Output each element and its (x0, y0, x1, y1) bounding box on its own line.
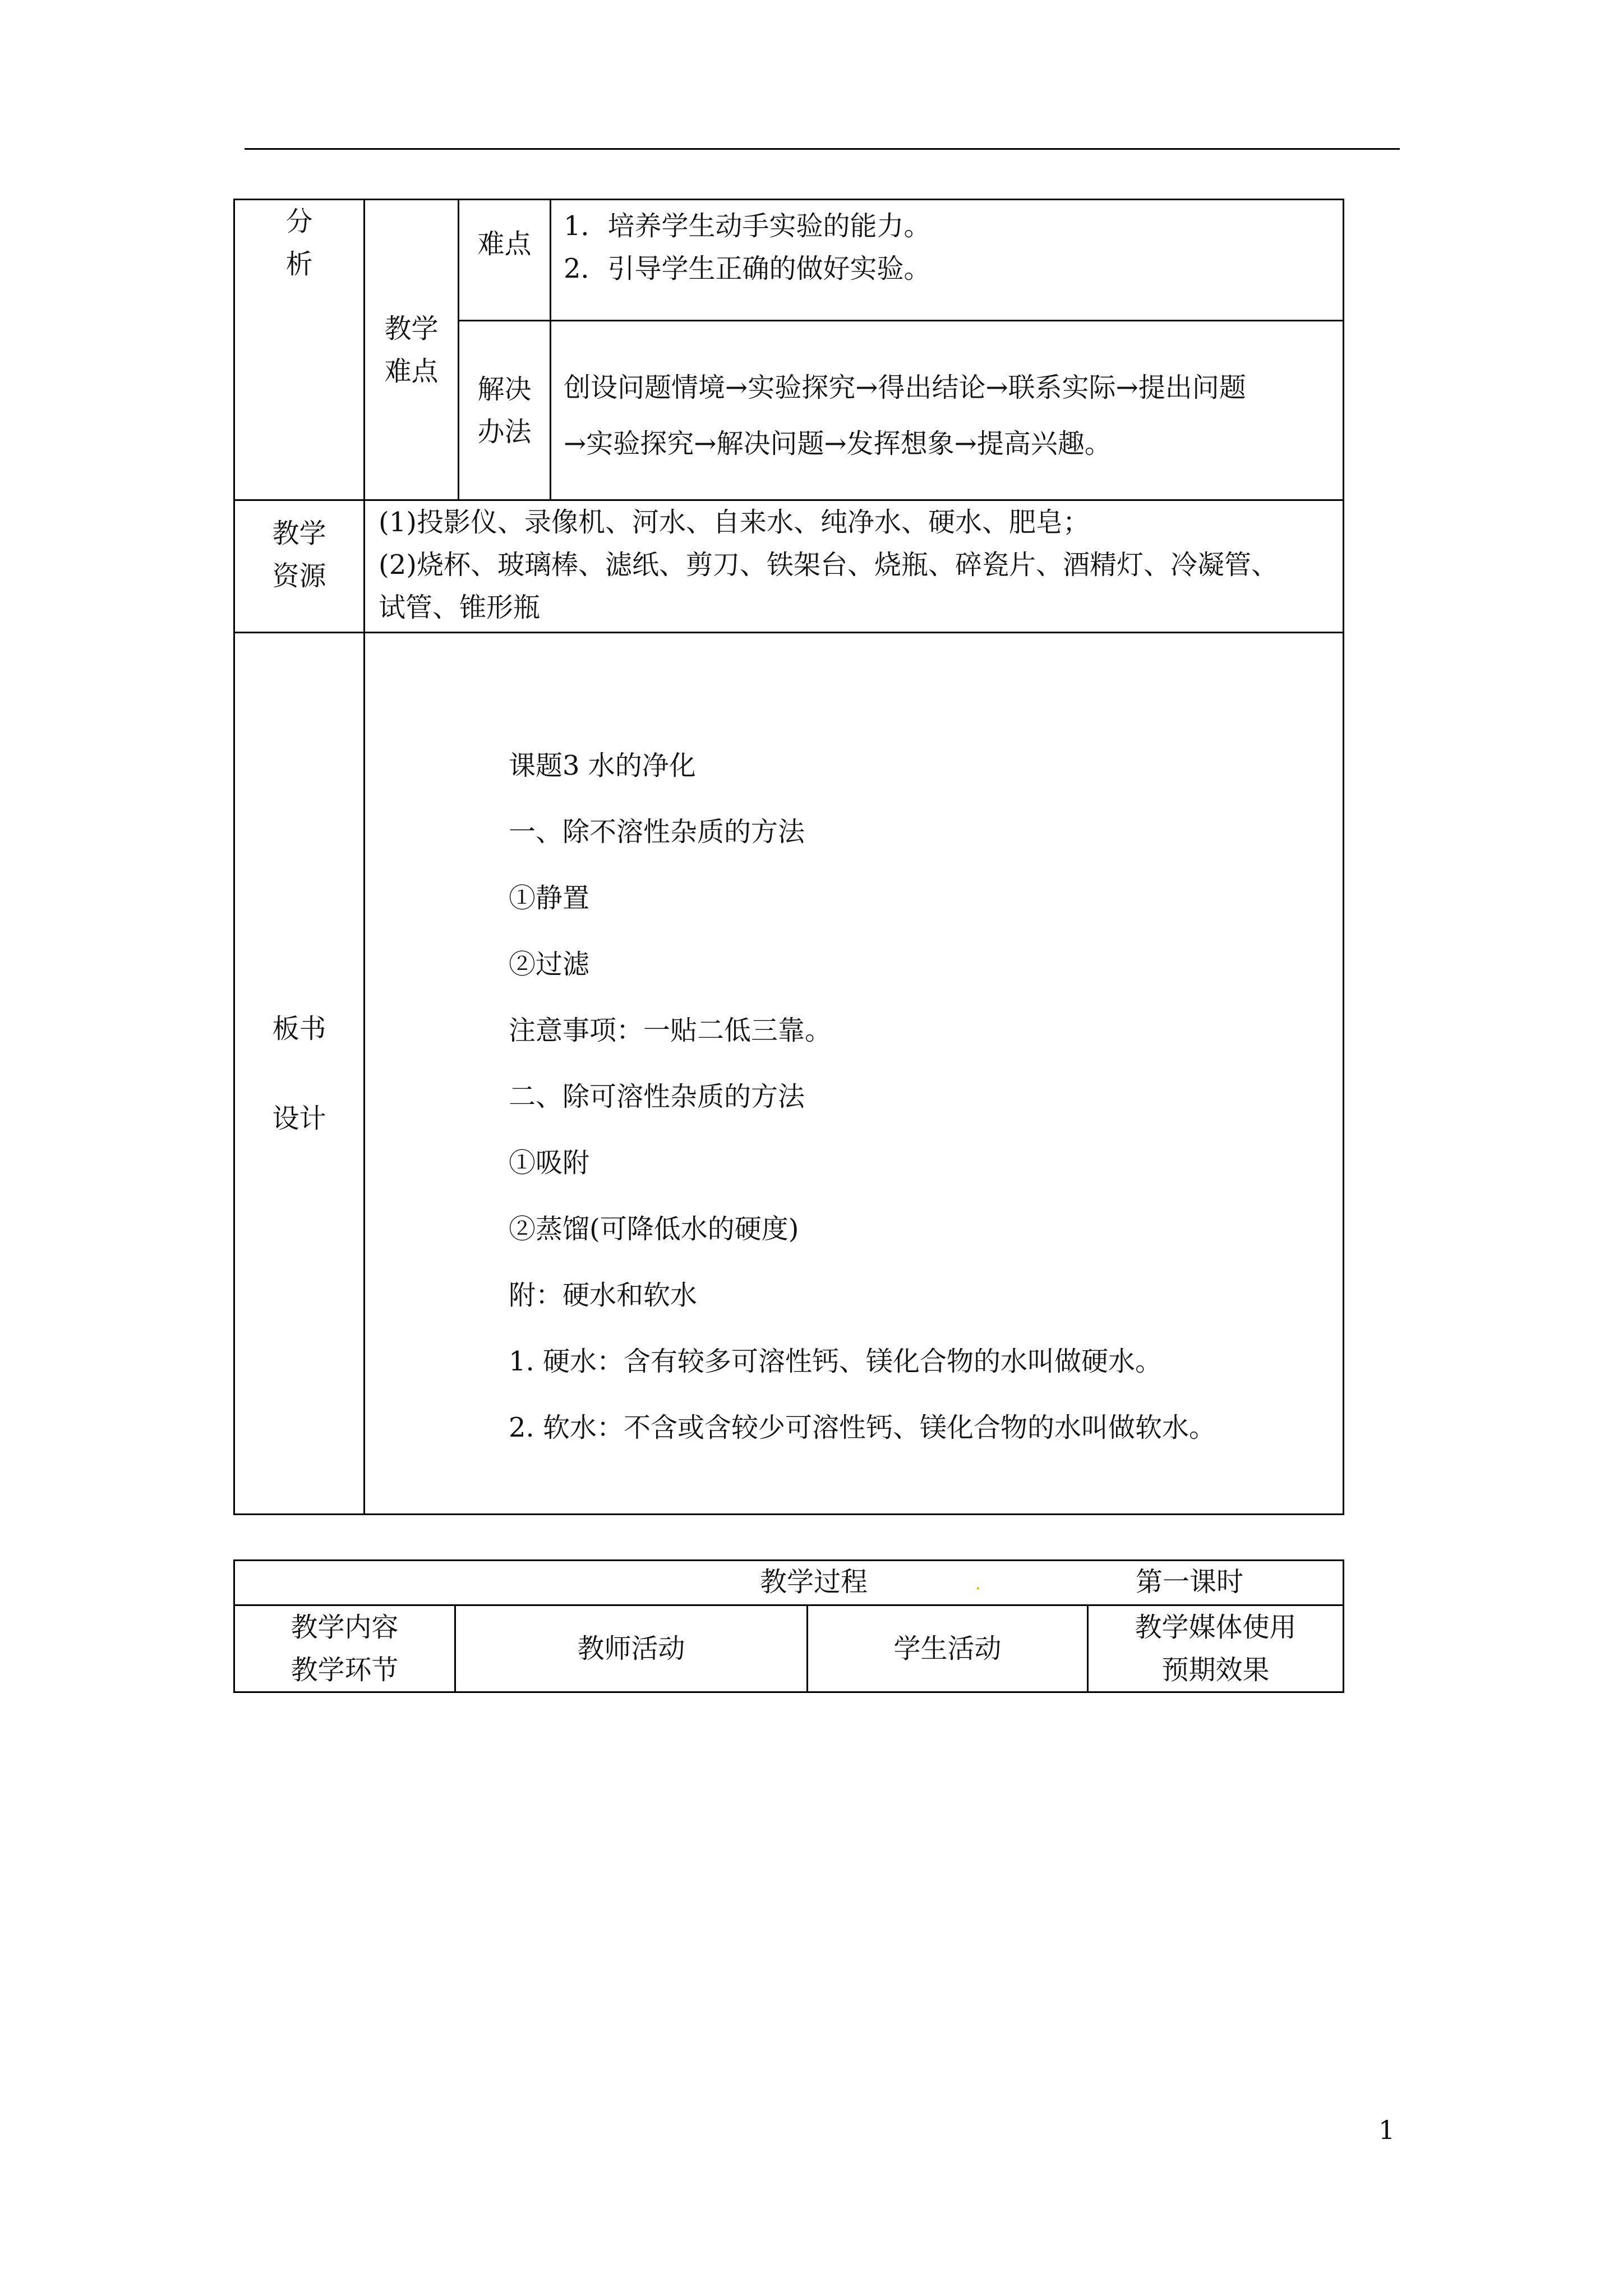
header-teacher-activity: 教师活动 (577, 1633, 685, 1664)
resources-line-1: (1)投影仪、录像机、河水、自来水、纯净水、硬水、肥皂； (379, 507, 1090, 538)
board-line: 课题3 水的净化 (509, 750, 696, 781)
analysis-label-1: 分 (285, 206, 313, 237)
teaching-difficulty-group-cell (365, 200, 459, 500)
solution-line-1: 创设问题情境→实验探究→得出结论→联系实际→提出问题 (564, 372, 1246, 403)
header-content-line-2: 教学环节 (291, 1654, 399, 1686)
process-title-cell (234, 1561, 1344, 1605)
header-content-cell (234, 1605, 455, 1692)
header-media-line-1: 教学媒体使用 (1135, 1612, 1297, 1643)
board-line: 一、除不溶性杂质的方法 (509, 816, 805, 848)
header-media-line-2: 预期效果 (1161, 1654, 1270, 1686)
analysis-label-2: 析 (285, 249, 313, 280)
process-title: 教学过程 (760, 1566, 868, 1598)
analysis-section-cell (234, 200, 365, 500)
board-label-2: 设计 (272, 1102, 326, 1134)
group-label-2: 难点 (384, 355, 439, 387)
board-line: 二、除可溶性杂质的方法 (509, 1081, 805, 1112)
resources-label-cell (234, 500, 365, 633)
header-content-line-1: 教学内容 (291, 1612, 399, 1643)
lesson-period: 第一课时 (1136, 1566, 1244, 1598)
board-line: ②过滤 (509, 949, 590, 980)
board-line: 附：硬水和软水 (509, 1280, 698, 1311)
solution-cell (551, 321, 1344, 500)
board-line: 1. 硬水：含有较多可溶性钙、镁化合物的水叫做硬水。 (509, 1346, 1163, 1377)
header-student-cell (808, 1605, 1088, 1692)
difficulties-cell (551, 200, 1344, 321)
board-cell (365, 633, 1344, 1515)
resources-cell (365, 500, 1344, 633)
solution-label-2: 办法 (477, 416, 532, 448)
group-label-1: 教学 (384, 312, 439, 344)
board-line: 2. 软水：不含或含较少可溶性钙、镁化合物的水叫做软水。 (509, 1412, 1216, 1443)
board-label-1: 板书 (272, 1013, 326, 1045)
board-label-cell (234, 633, 365, 1515)
difficulty-label: 难点 (477, 228, 532, 260)
solution-label-cell (459, 321, 551, 500)
difficulty-item-1: 1．培养学生动手实验的能力。 (564, 210, 931, 242)
board-line: ①静置 (509, 882, 590, 914)
difficulty-label-cell (459, 200, 551, 321)
board-line: 注意事项：一贴二低三靠。 (509, 1015, 832, 1046)
header-teacher-cell (455, 1605, 808, 1692)
resources-line-2: (2)烧杯、玻璃棒、滤纸、剪刀、铁架台、烧瓶、碎瓷片、酒精灯、冷凝管、 (379, 549, 1278, 581)
solution-line-2: →实验探究→解决问题→发挥想象→提高兴趣。 (564, 428, 1112, 459)
resources-line-3: 试管、锥形瓶 (379, 592, 541, 623)
resources-label-2: 资源 (272, 560, 326, 592)
board-line: ②蒸馏(可降低水的硬度) (509, 1213, 799, 1245)
lesson-plan-table (233, 199, 1344, 1515)
header-media-cell (1088, 1605, 1344, 1692)
decorative-dot: . (975, 1574, 981, 1594)
board-line: ①吸附 (509, 1147, 590, 1179)
page-number: 1 (1378, 2115, 1395, 2145)
header-rule (245, 148, 1400, 150)
resources-label-1: 教学 (272, 518, 326, 549)
teaching-process-table (233, 1559, 1344, 1693)
solution-label-1: 解决 (477, 373, 532, 405)
header-student-activity: 学生活动 (893, 1633, 1002, 1664)
difficulty-item-2: 2．引导学生正确的做好实验。 (564, 253, 931, 284)
